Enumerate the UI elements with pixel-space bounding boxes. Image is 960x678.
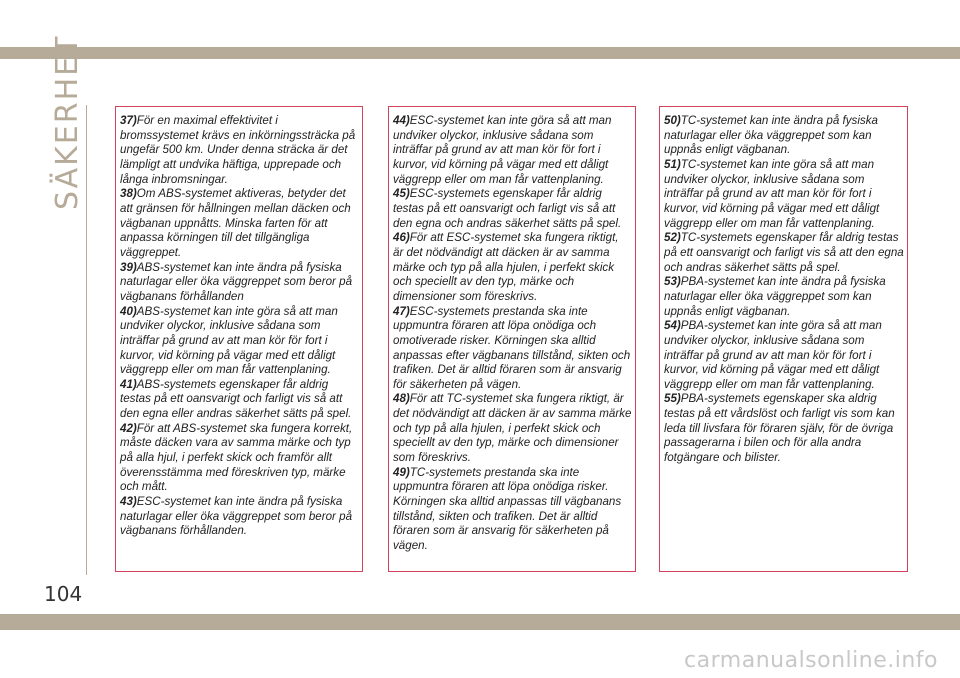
warning-number: 50) [664, 114, 681, 127]
warning-text: För att ABS-systemet ska fungera korrekt, måste däcken vara av samma märke och typ på alla hjul, i perfekt skick och framför allt överensstämma med föreskriven typ, märke och mått. [120, 421, 353, 494]
warning-number: 47) [393, 304, 410, 318]
warning-text: ESC-systemets egenskaper får aldrig testas på ett oansvarigt och farligt vis så att den egna och andras säkerhet sätts på spel. [393, 187, 622, 230]
page-number: 104 [44, 582, 83, 606]
warning-text: TC-systemets egenskaper får aldrig testas på ett oansvarigt och farligt vis så att den egna och andras säkerhet sätts på spel. [664, 231, 904, 274]
warning-text: PBA-systemet kan inte göra så att man undviker olyckor, inklusive sådana som inträffar på grund av att man kör för fort i kurvor, vid körning på vägar med ett dåligt väggrepp eller om man får vattenplaning. [664, 319, 882, 391]
warning-item [120, 114, 359, 187]
warning-item [664, 231, 904, 275]
warning-item [664, 275, 904, 319]
warning-text: ESC-systemet kan inte göra så att man undviker olyckor, inklusive sådana som inträffar på grund av att man kör för fort i kurvor, vid körning på vägar med ett dåligt väggrepp eller om man får vattenplaning. [393, 114, 612, 186]
warning-number: 40) [120, 304, 137, 318]
warning-list-1 [120, 114, 359, 539]
warning-number: 46) [393, 231, 410, 245]
warning-text: ABS-systemet kan inte göra så att man undviker olyckor, inklusive sådana som inträffar på grund av att man kör för fort i kurvor, vid körning på vägar med ett dåligt väggrepp eller om man får vattenplaning. [120, 304, 338, 377]
warning-item [664, 158, 904, 231]
warning-item [120, 305, 359, 378]
warning-number: 44) [393, 114, 410, 127]
warning-text: För att TC-systemet ska fungera riktigt, är det nödvändigt att däcken är av samma märke och typ på alla hjulen, i perfekt skick och speciellt av den typ, märke och dimensioner som föreskrivs. [393, 392, 632, 465]
warning-number: 38) [120, 187, 137, 201]
warning-text: ABS-systemets egenskaper får aldrig testas på ett oansvarigt och farligt vis så att den egna eller andras säkerhet sätts på spel. [120, 377, 352, 421]
warning-item [120, 422, 359, 495]
warning-number: 43) [120, 495, 137, 509]
warning-number: 37) [120, 114, 137, 127]
warning-text: ESC-systemets prestanda ska inte uppmuntra föraren att löpa onödiga och omotiverade risker. Körningen ska alltid anpassas efter vägbanans tillstånd, sikten och trafiken. Det är alltid föraren som är ansvarig för säkerheten på vägen. [393, 304, 631, 391]
warning-text: Om ABS-systemet aktiveras, betyder det att gränsen för hållningen mellan däcken och vägbanan uppnåtts. Minska farten för att anpassa körningen till det tillgängliga väggreppet. [120, 187, 351, 259]
warning-item [120, 261, 359, 305]
warning-text: TC-systemet kan inte göra så att man undviker olyckor, inklusive sådana som inträffar på grund av att man kör för fort i kurvor, vid körning på vägar med ett dåligt väggrepp eller om man får vattenplaning. [664, 157, 880, 230]
footer-bar [0, 614, 960, 630]
warning-number: 48) [393, 392, 410, 406]
warning-list-3 [664, 114, 904, 466]
warning-text: TC-systemet kan inte ändra på fysiska naturlagar eller öka väggreppet som kan uppnås enligt vägbanan. [664, 114, 878, 157]
warning-item [393, 114, 632, 187]
section-divider [86, 105, 87, 575]
warning-number: 45) [393, 187, 410, 201]
warning-number: 52) [664, 231, 681, 245]
warning-number: 55) [664, 392, 681, 406]
warning-item [393, 231, 632, 304]
warning-box-2 [388, 106, 636, 572]
warning-text: För att ESC-systemet ska fungera riktigt, är det nödvändigt att däcken är av samma märke och typ på alla hjulen, i perfekt skick och speciellt av den typ, märke och dimensioner som föreskrivs. [393, 231, 619, 303]
warning-number: 39) [120, 260, 137, 274]
warning-item [393, 187, 632, 231]
warning-item [120, 378, 359, 422]
warning-list-2 [393, 114, 632, 554]
warning-number: 54) [664, 319, 681, 333]
watermark: carmanualsonline.info [684, 648, 938, 673]
warning-box-1 [115, 106, 363, 572]
warning-box-3 [659, 106, 908, 572]
warning-number: 53) [664, 275, 681, 289]
warning-number: 51) [664, 157, 681, 171]
warning-item [664, 319, 904, 392]
warning-text: För en maximal effektivitet i bromssystemet krävs en inkörningssträcka på ungefär 500 km. Under denna sträcka är det lämpligt att undvika häftiga, upprepade och långa inbromsningar. [120, 114, 356, 186]
warning-text: PBA-systemet kan inte ändra på fysiska naturlagar eller öka väggreppet som kan uppnås enligt vägbanan. [664, 275, 886, 318]
warning-text: ABS-systemet kan inte ändra på fysiska naturlagar eller öka väggreppet som beror på vägbanans förhållanden [120, 260, 353, 303]
warning-number: 49) [393, 465, 410, 479]
warning-text: ESC-systemet kan inte ändra på fysiska naturlagar eller öka väggreppet som beror på vägbanans förhållanden. [120, 495, 353, 538]
warning-number: 42) [120, 421, 137, 435]
warning-text: PBA-systemets egenskaper ska aldrig testas på ett vårdslöst och farligt vis som kan leda till livsfara för föraren själv, för de övriga passagerarna i bilen och för alla andra fotgängare och bilister. [664, 392, 895, 465]
warning-item [393, 466, 632, 554]
header-bar [0, 47, 960, 59]
section-title: SÄKERHET [50, 34, 85, 210]
warning-item [393, 305, 632, 393]
warning-item [664, 114, 904, 158]
warning-item [664, 392, 904, 465]
warning-number: 41) [120, 377, 137, 391]
warning-item [120, 495, 359, 539]
warning-item [120, 187, 359, 260]
warning-text: TC-systemets prestanda ska inte uppmuntra föraren att löpa onödiga risker. Körningen ska alltid anpassas till vägbanans tillstånd, sikten och trafiken. Det är alltid föraren som är ansvarig för säkerheten på vägen. [393, 465, 622, 553]
warning-item [393, 392, 632, 465]
